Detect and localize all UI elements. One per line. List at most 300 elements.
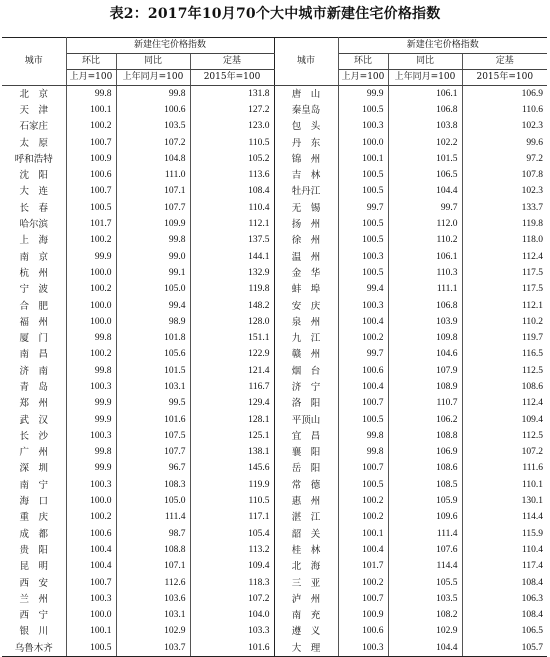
right-city-name: 烟 台 xyxy=(274,363,338,379)
right-mom-value: 100.4 xyxy=(338,542,388,558)
left-city-name: 武 汉 xyxy=(2,412,66,428)
right-yoy-value: 108.9 xyxy=(388,379,462,395)
left-city-name: 南 京 xyxy=(2,249,66,265)
left-yoy-value: 107.7 xyxy=(116,445,190,461)
left-city-name: 长 沙 xyxy=(2,428,66,444)
right-mom-value: 100.7 xyxy=(338,461,388,477)
left-yoy-value: 107.2 xyxy=(116,135,190,151)
left-base-value: 148.2 xyxy=(190,298,274,314)
table-row xyxy=(2,640,547,657)
left-yoy-value: 105.0 xyxy=(116,282,190,298)
left-base-value: 145.6 xyxy=(190,461,274,477)
left-mom-value: 99.8 xyxy=(66,363,116,379)
left-mom-value: 100.7 xyxy=(66,135,116,151)
table-row xyxy=(2,379,547,395)
table-row xyxy=(2,200,547,216)
right-yoy-value: 109.8 xyxy=(388,330,462,346)
price-index-table xyxy=(2,37,547,657)
right-city-name: 九 江 xyxy=(274,330,338,346)
right-mom-value: 100.3 xyxy=(338,298,388,314)
left-yoy-value: 98.7 xyxy=(116,526,190,542)
left-base-value: 122.9 xyxy=(190,347,274,363)
left-mom-value: 100.7 xyxy=(66,184,116,200)
right-mom-value: 100.7 xyxy=(338,591,388,607)
right-mom-value: 100.2 xyxy=(338,510,388,526)
base-fixed-right: 2015年=100 xyxy=(462,70,547,86)
left-city-name: 西 宁 xyxy=(2,608,66,624)
left-city-name: 石家庄 xyxy=(2,119,66,135)
right-mom-value: 100.5 xyxy=(338,412,388,428)
left-yoy-value: 103.1 xyxy=(116,608,190,624)
table-row xyxy=(2,412,547,428)
city-header-right: 城市 xyxy=(274,38,338,86)
right-city-name: 湛 江 xyxy=(274,510,338,526)
right-yoy-value: 109.6 xyxy=(388,510,462,526)
right-city-name: 扬 州 xyxy=(274,216,338,232)
right-base-value: 102.3 xyxy=(521,121,544,132)
left-base-value: 116.7 xyxy=(190,379,274,395)
left-base-value: 119.8 xyxy=(190,282,274,298)
right-base-value: 114.4 xyxy=(522,512,544,523)
table-row xyxy=(2,347,547,363)
table-row xyxy=(2,542,547,558)
table-row xyxy=(2,282,547,298)
left-yoy-value: 109.9 xyxy=(116,216,190,232)
right-mom-value: 100.3 xyxy=(338,119,388,135)
left-base-value: 123.0 xyxy=(190,119,274,135)
left-base-value: 113.6 xyxy=(190,167,274,183)
left-yoy-value: 101.6 xyxy=(116,412,190,428)
base-fixed-left: 2015年=100 xyxy=(190,70,274,86)
right-yoy-value: 107.9 xyxy=(388,363,462,379)
left-base-value: 108.4 xyxy=(190,184,274,200)
left-yoy-value: 101.5 xyxy=(116,363,190,379)
right-yoy-value: 108.6 xyxy=(388,461,462,477)
right-city-name: 南 充 xyxy=(274,608,338,624)
table-row xyxy=(2,575,547,591)
right-yoy-value: 104.6 xyxy=(388,347,462,363)
left-mom-value: 100.0 xyxy=(66,314,116,330)
right-city-name: 平顶山 xyxy=(274,412,338,428)
left-city-name: 合 肥 xyxy=(2,298,66,314)
table-row xyxy=(2,314,547,330)
right-city-name: 宜 昌 xyxy=(274,428,338,444)
left-city-name: 昆 明 xyxy=(2,559,66,575)
right-mom-value: 100.5 xyxy=(338,184,388,200)
left-city-name: 南 昌 xyxy=(2,347,66,363)
right-yoy-value: 105.9 xyxy=(388,493,462,509)
table-row xyxy=(2,249,547,265)
right-city-name: 金 华 xyxy=(274,265,338,281)
table-row xyxy=(2,493,547,509)
left-city-name: 重 庆 xyxy=(2,510,66,526)
left-base-value: 127.2 xyxy=(190,102,274,118)
left-mom-value: 100.0 xyxy=(66,265,116,281)
right-city-name: 蚌 埠 xyxy=(274,282,338,298)
col-yoy-header-right: 同比 xyxy=(388,54,462,70)
left-mom-value: 99.9 xyxy=(66,249,116,265)
left-city-name: 宁 波 xyxy=(2,282,66,298)
left-yoy-value: 99.8 xyxy=(116,86,190,103)
left-mom-value: 100.2 xyxy=(66,510,116,526)
right-mom-value: 100.5 xyxy=(338,233,388,249)
left-city-name: 呼和浩特 xyxy=(2,151,66,167)
right-city-name: 韶 关 xyxy=(274,526,338,542)
right-base-value: 107.2 xyxy=(521,447,544,458)
right-base-value: 110.2 xyxy=(522,316,544,327)
table-row xyxy=(2,624,547,640)
right-base-value: 112.1 xyxy=(522,300,544,311)
table-row xyxy=(2,102,547,118)
right-mom-value: 100.4 xyxy=(338,314,388,330)
right-city-name: 安 庆 xyxy=(274,298,338,314)
right-base-value: 110.6 xyxy=(522,104,544,115)
right-mom-value: 100.6 xyxy=(338,624,388,640)
left-city-name: 南 宁 xyxy=(2,477,66,493)
right-city-name: 牡丹江 xyxy=(274,184,338,200)
left-yoy-value: 100.6 xyxy=(116,102,190,118)
right-mom-value: 100.1 xyxy=(338,151,388,167)
table-title: 表2：2017年10月70个大中城市新建住宅价格指数 xyxy=(109,6,441,22)
right-yoy-value: 103.8 xyxy=(388,119,462,135)
base-yoy-left: 上年同月=100 xyxy=(116,70,190,86)
right-base-value: 116.5 xyxy=(522,349,544,360)
left-city-name: 厦 门 xyxy=(2,330,66,346)
right-yoy-value: 104.4 xyxy=(388,640,462,657)
left-mom-value: 99.8 xyxy=(66,445,116,461)
right-base-value: 109.4 xyxy=(521,414,544,425)
left-base-value: 119.9 xyxy=(190,477,274,493)
right-base-value: 110.1 xyxy=(522,479,544,490)
right-base-value: 108.4 xyxy=(521,577,544,588)
left-city-name: 深 圳 xyxy=(2,461,66,477)
right-city-name: 大 理 xyxy=(274,640,338,657)
table-row xyxy=(2,151,547,167)
right-base-value: 107.8 xyxy=(521,170,544,181)
right-city-name: 唐 山 xyxy=(274,86,338,103)
right-yoy-value: 104.4 xyxy=(388,184,462,200)
right-yoy-value: 107.6 xyxy=(388,542,462,558)
right-base-value: 112.4 xyxy=(522,398,544,409)
left-base-value: 104.0 xyxy=(190,608,274,624)
right-mom-value: 99.8 xyxy=(338,445,388,461)
right-mom-value: 100.0 xyxy=(338,135,388,151)
left-base-value: 105.4 xyxy=(190,526,274,542)
table-body xyxy=(2,86,547,657)
left-city-name: 上 海 xyxy=(2,233,66,249)
right-mom-value: 100.2 xyxy=(338,330,388,346)
right-yoy-value: 110.7 xyxy=(388,396,462,412)
left-mom-value: 100.2 xyxy=(66,282,116,298)
table-row xyxy=(2,477,547,493)
right-yoy-value: 106.1 xyxy=(388,249,462,265)
right-city-name: 丹 东 xyxy=(274,135,338,151)
left-mom-value: 100.0 xyxy=(66,493,116,509)
left-mom-value: 100.3 xyxy=(66,428,116,444)
right-yoy-value: 103.9 xyxy=(388,314,462,330)
right-base-value: 119.8 xyxy=(522,219,544,230)
right-city-name: 惠 州 xyxy=(274,493,338,509)
right-yoy-value: 103.5 xyxy=(388,591,462,607)
city-header-left: 城市 xyxy=(2,38,66,86)
right-base-value: 115.9 xyxy=(522,528,544,539)
right-city-name: 温 州 xyxy=(274,249,338,265)
left-yoy-value: 102.9 xyxy=(116,624,190,640)
left-yoy-value: 112.6 xyxy=(116,575,190,591)
left-mom-value: 100.6 xyxy=(66,526,116,542)
right-base-value: 106.3 xyxy=(521,593,544,604)
table-row xyxy=(2,363,547,379)
left-mom-value: 100.0 xyxy=(66,298,116,314)
right-yoy-value: 101.5 xyxy=(388,151,462,167)
right-mom-value: 100.5 xyxy=(338,477,388,493)
right-city-name: 三 亚 xyxy=(274,575,338,591)
col-mom-header-right: 环比 xyxy=(338,54,388,70)
right-base-value: 119.7 xyxy=(522,333,544,344)
right-yoy-value: 106.1 xyxy=(388,86,462,103)
left-mom-value: 100.6 xyxy=(66,167,116,183)
left-city-name: 西 安 xyxy=(2,575,66,591)
right-mom-value: 100.7 xyxy=(338,396,388,412)
left-yoy-value: 99.1 xyxy=(116,265,190,281)
left-yoy-value: 103.7 xyxy=(116,640,190,657)
table-row xyxy=(2,330,547,346)
left-base-value: 121.4 xyxy=(190,363,274,379)
table-row xyxy=(2,119,547,135)
left-yoy-value: 103.6 xyxy=(116,591,190,607)
right-city-name: 泉 州 xyxy=(274,314,338,330)
left-yoy-value: 103.1 xyxy=(116,379,190,395)
right-mom-value: 100.2 xyxy=(338,493,388,509)
right-mom-value: 100.5 xyxy=(338,265,388,281)
left-city-name: 海 口 xyxy=(2,493,66,509)
right-city-name: 常 德 xyxy=(274,477,338,493)
index-group-header-left: 新建住宅价格指数 xyxy=(66,38,274,54)
right-yoy-value: 106.8 xyxy=(388,298,462,314)
right-yoy-value: 110.3 xyxy=(388,265,462,281)
right-yoy-value: 111.1 xyxy=(388,282,462,298)
left-base-value: 113.2 xyxy=(190,542,274,558)
right-base-value: 112.5 xyxy=(522,430,544,441)
right-base-value: 112.4 xyxy=(522,251,544,262)
left-mom-value: 100.0 xyxy=(66,608,116,624)
left-base-value: 105.2 xyxy=(190,151,274,167)
col-mom-header-left: 环比 xyxy=(66,54,116,70)
left-base-value: 144.1 xyxy=(190,249,274,265)
right-base-value: 106.5 xyxy=(521,626,544,637)
left-mom-value: 99.9 xyxy=(66,412,116,428)
right-city-name: 岳 阳 xyxy=(274,461,338,477)
right-yoy-value: 112.0 xyxy=(388,216,462,232)
right-mom-value: 100.5 xyxy=(338,216,388,232)
right-mom-value: 99.4 xyxy=(338,282,388,298)
left-mom-value: 100.1 xyxy=(66,624,116,640)
right-mom-value: 100.1 xyxy=(338,526,388,542)
left-base-value: 117.1 xyxy=(190,510,274,526)
right-yoy-value: 106.2 xyxy=(388,412,462,428)
left-base-value: 151.1 xyxy=(190,330,274,346)
table-row xyxy=(2,396,547,412)
right-city-name: 赣 州 xyxy=(274,347,338,363)
left-mom-value: 99.9 xyxy=(66,461,116,477)
table-row xyxy=(2,445,547,461)
left-city-name: 成 都 xyxy=(2,526,66,542)
table-row xyxy=(2,559,547,575)
left-base-value: 109.4 xyxy=(190,559,274,575)
left-city-name: 大 连 xyxy=(2,184,66,200)
right-yoy-value: 108.5 xyxy=(388,477,462,493)
right-base-value: 108.6 xyxy=(521,381,544,392)
right-mom-value: 99.8 xyxy=(338,428,388,444)
left-base-value: 110.5 xyxy=(190,135,274,151)
table-row xyxy=(2,461,547,477)
left-yoy-value: 99.5 xyxy=(116,396,190,412)
right-city-name: 吉 林 xyxy=(274,167,338,183)
right-base-value: 117.5 xyxy=(522,284,544,295)
left-city-name: 北 京 xyxy=(2,86,66,103)
left-city-name: 杭 州 xyxy=(2,265,66,281)
left-mom-value: 101.7 xyxy=(66,216,116,232)
left-city-name: 济 南 xyxy=(2,363,66,379)
left-yoy-value: 99.4 xyxy=(116,298,190,314)
right-yoy-value: 106.5 xyxy=(388,167,462,183)
table-row xyxy=(2,298,547,314)
right-city-name: 包 头 xyxy=(274,119,338,135)
left-city-name: 乌鲁木齐 xyxy=(2,640,66,657)
right-yoy-value: 106.9 xyxy=(388,445,462,461)
right-mom-value: 100.5 xyxy=(338,102,388,118)
right-city-name: 秦皇岛 xyxy=(274,102,338,118)
right-mom-value: 100.2 xyxy=(338,575,388,591)
left-base-value: 132.9 xyxy=(190,265,274,281)
table-row xyxy=(2,510,547,526)
right-mom-value: 99.7 xyxy=(338,347,388,363)
left-mom-value: 100.2 xyxy=(66,233,116,249)
right-city-name: 襄 阳 xyxy=(274,445,338,461)
left-city-name: 沈 阳 xyxy=(2,167,66,183)
right-city-name: 济 宁 xyxy=(274,379,338,395)
table-row xyxy=(2,233,547,249)
right-yoy-value: 108.2 xyxy=(388,608,462,624)
left-base-value: 110.5 xyxy=(190,493,274,509)
left-city-name: 郑 州 xyxy=(2,396,66,412)
left-city-name: 长 春 xyxy=(2,200,66,216)
left-base-value: 128.1 xyxy=(190,412,274,428)
right-mom-value: 101.7 xyxy=(338,559,388,575)
right-yoy-value: 111.4 xyxy=(388,526,462,542)
table-row xyxy=(2,526,547,542)
right-base-value: 102.3 xyxy=(521,186,544,197)
right-city-name: 泸 州 xyxy=(274,591,338,607)
left-base-value: 131.8 xyxy=(190,86,274,103)
right-mom-value: 100.3 xyxy=(338,249,388,265)
right-city-name: 无 锡 xyxy=(274,200,338,216)
table-row xyxy=(2,608,547,624)
left-city-name: 广 州 xyxy=(2,445,66,461)
left-city-name: 天 津 xyxy=(2,102,66,118)
left-base-value: 101.6 xyxy=(190,640,274,657)
right-base-value: 106.9 xyxy=(521,88,544,99)
right-yoy-value: 102.9 xyxy=(388,624,462,640)
table-row xyxy=(2,265,547,281)
right-base-value: 110.4 xyxy=(522,544,544,555)
right-base-value: 112.5 xyxy=(522,365,544,376)
left-mom-value: 100.3 xyxy=(66,477,116,493)
left-mom-value: 100.2 xyxy=(66,119,116,135)
left-base-value: 107.2 xyxy=(190,591,274,607)
right-mom-value: 100.5 xyxy=(338,167,388,183)
right-yoy-value: 108.8 xyxy=(388,428,462,444)
left-yoy-value: 101.8 xyxy=(116,330,190,346)
right-city-name: 桂 林 xyxy=(274,542,338,558)
left-mom-value: 99.8 xyxy=(66,86,116,103)
right-mom-value: 100.4 xyxy=(338,379,388,395)
left-base-value: 138.1 xyxy=(190,445,274,461)
right-city-name: 徐 州 xyxy=(274,233,338,249)
left-base-value: 129.4 xyxy=(190,396,274,412)
left-mom-value: 100.3 xyxy=(66,379,116,395)
left-yoy-value: 103.5 xyxy=(116,119,190,135)
left-city-name: 哈尔滨 xyxy=(2,216,66,232)
left-mom-value: 100.1 xyxy=(66,102,116,118)
col-base-header-left: 定基 xyxy=(190,54,274,70)
left-yoy-value: 105.6 xyxy=(116,347,190,363)
left-yoy-value: 104.8 xyxy=(116,151,190,167)
table-row xyxy=(2,428,547,444)
right-city-name: 北 海 xyxy=(274,559,338,575)
right-base-value: 118.0 xyxy=(522,235,544,246)
right-base-value: 97.2 xyxy=(526,153,544,164)
left-city-name: 贵 阳 xyxy=(2,542,66,558)
left-base-value: 137.5 xyxy=(190,233,274,249)
right-base-value: 117.4 xyxy=(522,561,544,572)
col-base-header-right: 定基 xyxy=(462,54,547,70)
left-yoy-value: 108.8 xyxy=(116,542,190,558)
left-yoy-value: 99.8 xyxy=(116,233,190,249)
base-mom-right: 上月=100 xyxy=(338,70,388,86)
left-yoy-value: 107.7 xyxy=(116,200,190,216)
left-base-value: 118.3 xyxy=(190,575,274,591)
right-base-value: 105.7 xyxy=(462,640,547,657)
left-base-value: 103.3 xyxy=(190,624,274,640)
right-yoy-value: 106.8 xyxy=(388,102,462,118)
left-base-value: 112.1 xyxy=(190,216,274,232)
table-row xyxy=(2,184,547,200)
right-base-value: 117.5 xyxy=(522,267,544,278)
left-base-value: 125.1 xyxy=(190,428,274,444)
left-city-name: 福 州 xyxy=(2,314,66,330)
right-base-value: 130.1 xyxy=(521,496,544,507)
left-yoy-value: 96.7 xyxy=(116,461,190,477)
left-yoy-value: 105.0 xyxy=(116,493,190,509)
left-base-value: 128.0 xyxy=(190,314,274,330)
right-yoy-value: 114.4 xyxy=(388,559,462,575)
left-mom-value: 100.2 xyxy=(66,347,116,363)
left-mom-value: 99.9 xyxy=(66,396,116,412)
left-yoy-value: 111.4 xyxy=(116,510,190,526)
base-yoy-right: 上年同月=100 xyxy=(388,70,462,86)
left-mom-value: 100.4 xyxy=(66,542,116,558)
right-yoy-value: 105.5 xyxy=(388,575,462,591)
table-row xyxy=(2,167,547,183)
right-base-value: 99.6 xyxy=(526,137,544,148)
right-yoy-value: 99.7 xyxy=(388,200,462,216)
left-city-name: 青 岛 xyxy=(2,379,66,395)
right-city-name: 洛 阳 xyxy=(274,396,338,412)
table-row xyxy=(2,591,547,607)
right-mom-value: 99.9 xyxy=(338,86,388,103)
right-mom-value: 100.3 xyxy=(338,640,388,657)
